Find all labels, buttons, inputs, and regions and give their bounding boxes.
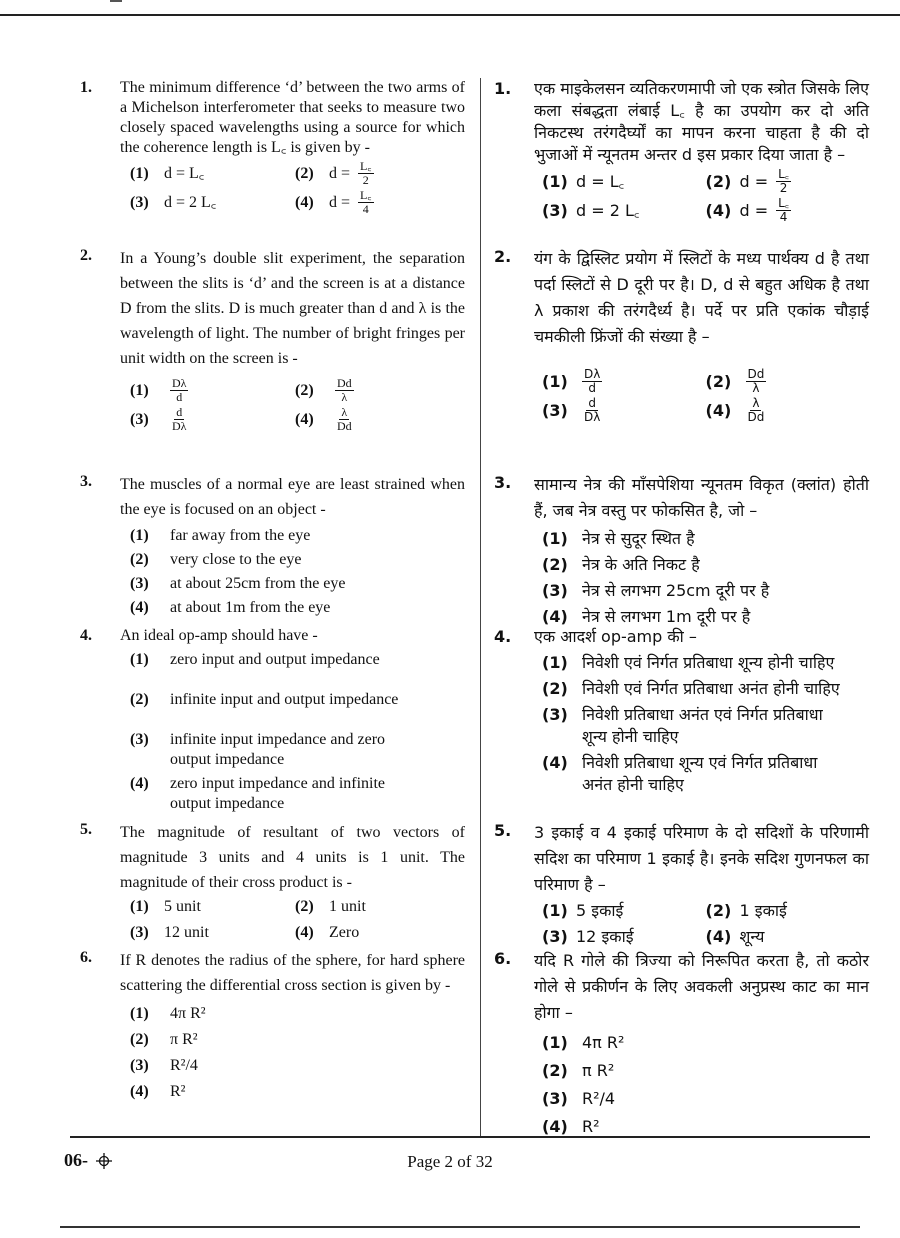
option-2 — [706, 368, 870, 395]
option-row — [542, 926, 869, 948]
option-3 — [130, 574, 465, 594]
fraction — [582, 397, 602, 424]
denominator: Dd — [747, 410, 765, 424]
option-row — [542, 197, 869, 224]
numerator: Dd — [337, 376, 352, 390]
scan-mark — [110, 0, 122, 2]
question-4-hi — [494, 626, 869, 796]
option-list — [130, 1004, 465, 1102]
option-4 — [542, 752, 869, 796]
question-number: 3. — [80, 473, 92, 490]
question-3-en — [80, 472, 465, 618]
option-text: d = — [739, 200, 769, 220]
option-label: (1) — [542, 653, 568, 672]
option-text: infinite input and output impedance — [170, 691, 399, 708]
option-text: निवेशी एवं निर्गत प्रतिबाधा शून्य होनी चाहिए — [582, 653, 835, 672]
numerator: λ — [752, 396, 760, 410]
denominator: λ — [752, 381, 760, 395]
question-number: 5. — [80, 821, 92, 838]
question-text: In a Young’s double slit experiment, the separation between the slits is ‘d’ and the screen is at a distance D from the slits. D is much greater than d and λ is the wavelength of light. The number of bright fringes per unit width on the screen is - — [120, 250, 465, 367]
option-label: (4) — [542, 1117, 568, 1136]
option-label: (1) — [130, 651, 149, 668]
option-1 — [130, 1004, 465, 1024]
option-4 — [295, 923, 460, 943]
option-2 — [706, 168, 870, 195]
question-text: If R denotes the radius of the sphere, for hard sphere scattering the differential cross section is given by - — [120, 952, 465, 994]
option-label: (1) — [542, 171, 568, 191]
option-text: निवेशी एवं निर्गत प्रतिबाधा अनंत होनी चाहिए — [582, 679, 840, 698]
footer-rule — [70, 1136, 870, 1138]
option-text: very close to the eye — [170, 551, 302, 568]
option-text: 5 unit — [164, 898, 201, 915]
option-label: (3) — [542, 400, 568, 420]
option-text: d = 2 L꜀ — [164, 193, 217, 211]
option-2 — [130, 550, 465, 570]
question-number: 3. — [494, 473, 512, 492]
option-4 — [295, 189, 460, 216]
option-2 — [130, 690, 465, 726]
numerator: λ — [341, 405, 348, 419]
question-1-hi — [494, 78, 869, 224]
fraction — [358, 189, 373, 216]
denominator: 2 — [362, 173, 369, 187]
option-2 — [295, 377, 460, 404]
option-row — [542, 168, 869, 195]
option-text: infinite input impedance and zero output impedance — [170, 731, 386, 768]
option-text: निवेशी प्रतिबाधा शून्य एवं निर्गत प्रतिबाधा अनंत होनी चाहिए — [582, 753, 818, 794]
option-label: (4) — [705, 400, 732, 420]
question-1-en — [80, 78, 465, 216]
numerator: Dλ — [584, 367, 601, 381]
option-label: (4) — [542, 607, 568, 626]
option-row — [130, 923, 465, 943]
numerator: L꜀ — [360, 159, 372, 173]
option-label: (2) — [130, 691, 149, 708]
option-text: at about 1m from the eye — [170, 599, 331, 616]
option-2 — [542, 1060, 869, 1082]
option-row — [130, 377, 465, 404]
question-number: 2. — [494, 247, 512, 266]
option-label: (4) — [705, 927, 732, 946]
option-label: (2) — [295, 381, 314, 399]
question-text: The minimum difference ‘d’ between the two arms of a Michelson interferometer that seeks to measure two closely spaced wavelengths using a source for which the coherence length is L꜀ is given by - — [120, 79, 465, 156]
option-row — [130, 189, 465, 216]
option-list — [542, 528, 869, 628]
fraction — [746, 368, 767, 395]
denominator: d — [588, 381, 596, 395]
option-label: (4) — [705, 200, 732, 220]
option-row — [542, 900, 869, 922]
option-label: (3) — [130, 1057, 149, 1074]
option-row — [542, 368, 869, 395]
option-list — [542, 652, 869, 796]
option-1 — [130, 897, 295, 917]
option-4 — [542, 606, 869, 628]
option-text: d = — [329, 193, 351, 211]
column-divider — [480, 78, 481, 1136]
fraction — [582, 368, 602, 395]
option-label: (2) — [705, 171, 732, 191]
question-text: 3 इकाई व 4 इकाई परिमाण के दो सदिशों के परिणामी सदिश का परिमाण 1 इकाई है। इनके सदिश गुणनफल का परिमाण है – — [534, 823, 869, 894]
option-text: π R² — [170, 1031, 198, 1048]
option-text: d = — [329, 164, 351, 182]
option-3 — [542, 580, 869, 602]
option-1 — [542, 368, 706, 395]
fraction — [746, 397, 767, 424]
option-label: (2) — [130, 551, 149, 568]
option-text: d = 2 L꜀ — [576, 200, 640, 220]
question-3-hi — [494, 472, 869, 628]
option-text: d = L꜀ — [576, 171, 625, 191]
option-label: (3) — [130, 575, 149, 592]
option-label: (3) — [542, 705, 568, 724]
fraction — [776, 197, 791, 224]
option-2 — [542, 678, 869, 700]
option-4 — [130, 774, 465, 814]
option-text: 5 इकाई — [576, 901, 624, 920]
denominator: 4 — [779, 210, 788, 224]
question-text: The magnitude of resultant of two vectors of magnitude 3 units and 4 units is 1 unit. The magnitude of their cross product is - — [120, 824, 465, 891]
question-5-en — [80, 820, 465, 943]
numerator: d — [588, 396, 596, 410]
question-6-en — [80, 948, 465, 1102]
option-text: निवेशी प्रतिबाधा अनंत एवं निर्गत प्रतिबाधा शून्य होनी चाहिए — [582, 705, 823, 746]
option-label: (4) — [295, 924, 314, 941]
option-label: (1) — [542, 1033, 568, 1052]
fraction — [170, 377, 188, 404]
fraction — [776, 168, 791, 195]
fraction — [335, 406, 354, 433]
option-label: (2) — [295, 164, 314, 182]
option-2 — [542, 554, 869, 576]
numerator: L꜀ — [778, 196, 789, 210]
question-text: एक आदर्श op-amp की – — [534, 627, 697, 646]
option-row — [130, 897, 465, 917]
option-label: (2) — [542, 679, 568, 698]
denominator: 4 — [362, 202, 369, 216]
question-text: An ideal op-amp should have - — [120, 627, 318, 644]
option-text: R²/4 — [582, 1089, 616, 1108]
question-number: 4. — [80, 627, 92, 644]
option-text: नेत्र से लगभग 1m दूरी पर है — [582, 607, 751, 626]
option-label: (1) — [130, 898, 149, 915]
option-label: (2) — [705, 901, 732, 920]
denominator: 2 — [779, 181, 788, 195]
option-1 — [542, 900, 706, 922]
option-row — [542, 397, 869, 424]
numerator: d — [176, 405, 183, 419]
question-2-en — [80, 246, 465, 433]
option-label: (3) — [130, 410, 149, 428]
option-1 — [130, 526, 465, 546]
option-3 — [130, 406, 295, 433]
option-text: 1 unit — [329, 898, 366, 915]
option-1 — [130, 650, 465, 686]
option-4 — [706, 397, 870, 424]
header-rule — [0, 14, 900, 16]
denominator: Dλ — [584, 410, 601, 424]
option-label: (2) — [295, 898, 314, 915]
option-label: (1) — [130, 164, 149, 182]
option-text: at about 25cm from the eye — [170, 575, 346, 592]
option-list — [130, 650, 465, 814]
denominator: Dλ — [172, 419, 187, 433]
page-edge-rule — [60, 1226, 860, 1228]
numerator: L꜀ — [360, 188, 372, 202]
option-text: शून्य — [739, 927, 765, 946]
question-6-hi — [494, 948, 869, 1138]
option-label: (3) — [542, 1089, 568, 1108]
option-3 — [542, 397, 706, 424]
option-text: Zero — [329, 924, 360, 941]
option-text: नेत्र से सुदूर स्थित है — [582, 529, 695, 548]
option-label: (4) — [130, 1083, 149, 1100]
option-text: नेत्र से लगभग 25cm दूरी पर है — [582, 581, 770, 600]
option-label: (1) — [542, 371, 568, 391]
option-2 — [130, 1030, 465, 1050]
question-text: The muscles of a normal eye are least strained when the eye is focused on an object - — [120, 476, 465, 518]
option-text: 12 unit — [164, 924, 209, 941]
question-number: 5. — [494, 821, 512, 840]
option-3 — [542, 704, 869, 748]
denominator: d — [176, 390, 183, 404]
question-4-en — [80, 626, 465, 814]
option-1 — [542, 1032, 869, 1054]
option-3 — [542, 197, 706, 224]
booklet-code-text: 06- — [64, 1150, 88, 1170]
option-3 — [542, 926, 706, 948]
question-5-hi — [494, 820, 869, 948]
option-4 — [130, 598, 465, 618]
option-label: (4) — [542, 753, 568, 772]
option-label: (4) — [295, 193, 314, 211]
option-1 — [542, 168, 706, 195]
option-label: (1) — [130, 381, 149, 399]
option-label: (1) — [542, 529, 568, 548]
option-label: (1) — [130, 527, 149, 544]
question-number: 6. — [494, 949, 512, 968]
option-label: (3) — [130, 193, 149, 211]
option-1 — [130, 160, 295, 187]
option-label: (2) — [542, 555, 568, 574]
option-text: R² — [170, 1083, 186, 1100]
option-3 — [130, 189, 295, 216]
option-label: (4) — [130, 599, 149, 616]
numerator: Dλ — [172, 376, 187, 390]
question-number: 2. — [80, 247, 92, 264]
option-3 — [542, 1088, 869, 1110]
option-1 — [130, 377, 295, 404]
option-label: (3) — [130, 731, 149, 748]
option-text: zero input and output impedance — [170, 651, 380, 668]
option-list — [130, 526, 465, 618]
fraction — [335, 377, 354, 404]
option-label: (3) — [542, 581, 568, 600]
option-4 — [542, 1116, 869, 1138]
option-2 — [295, 160, 460, 187]
option-4 — [295, 406, 460, 433]
option-label: (4) — [295, 410, 314, 428]
option-text: 4π R² — [170, 1005, 206, 1022]
option-label: (2) — [130, 1031, 149, 1048]
option-text: नेत्र के अति निकट है — [582, 555, 700, 574]
question-2-hi — [494, 246, 869, 424]
option-3 — [130, 1056, 465, 1076]
question-text: एक माइकेलसन व्यतिकरणमापी जो एक स्त्रोत जिसके लिए कला संबद्धता लंबाई L꜀ है का उपयोग कर दो अति निकटस्थ तरंगदैर्घ्यों का मापन करना चाहता है की दो भुजाओं में न्यूनतम अन्तर d इस प्रकार दिया जाता है – — [534, 79, 869, 164]
option-list — [542, 1032, 869, 1138]
option-4 — [706, 197, 870, 224]
denominator: λ — [341, 390, 348, 404]
option-3 — [130, 923, 295, 943]
option-text: π R² — [582, 1061, 615, 1080]
question-number: 6. — [80, 949, 92, 966]
option-text: 1 इकाई — [739, 901, 787, 920]
option-label: (1) — [542, 901, 568, 920]
option-1 — [542, 528, 869, 550]
option-label: (3) — [542, 927, 568, 946]
option-text: far away from the eye — [170, 527, 311, 544]
option-text: R²/4 — [170, 1057, 198, 1074]
question-text: यदि R गोले की त्रिज्या को निरूपित करता है, तो कठोर गोले से प्रकीर्णन के लिए अवकली अनुप्रस्थ काट का मान होगा – — [534, 951, 869, 1022]
question-text: यंग के द्विस्लिट प्रयोग में स्लिटों के मध्य पार्थक्य d है तथा पर्दा स्लिटों से D दूरी पर है। D, d से बहुत अधिक है तथा λ प्रकाश की तरंगदैर्ध्य है। पर्दे पर प्रति एकांक चौड़ाई चमकीली फ्रिंजों की संख्या है – — [534, 249, 869, 346]
option-row — [130, 406, 465, 433]
option-3 — [130, 730, 465, 770]
option-2 — [295, 897, 460, 917]
option-label: (2) — [542, 1061, 568, 1080]
option-label: (3) — [542, 200, 568, 220]
option-row — [130, 160, 465, 187]
option-label: (2) — [705, 371, 732, 391]
option-label: (3) — [130, 924, 149, 941]
option-1 — [542, 652, 869, 674]
option-4 — [130, 1082, 465, 1102]
question-number: 1. — [494, 79, 512, 98]
option-text: 4π R² — [582, 1033, 625, 1052]
numerator: Dd — [747, 367, 765, 381]
option-label: (1) — [130, 1005, 149, 1022]
question-text: सामान्य नेत्र की माँसपेशिया न्यूनतम विकृत (क्लांत) होती हैं, जब नेत्र वस्तु पर फोकसित है, जो – — [534, 475, 869, 520]
option-text: 12 इकाई — [576, 927, 634, 946]
denominator: Dd — [337, 419, 352, 433]
page-number: Page 2 of 32 — [407, 1152, 493, 1171]
option-2 — [706, 900, 870, 922]
fraction — [170, 406, 188, 433]
option-text: d = — [739, 171, 769, 191]
question-number: 4. — [494, 627, 512, 646]
option-text: R² — [582, 1117, 600, 1136]
fraction — [358, 160, 373, 187]
question-number: 1. — [80, 79, 92, 96]
option-text: zero input impedance and infinite output impedance — [170, 775, 386, 812]
option-4 — [706, 926, 870, 948]
option-label: (4) — [130, 775, 149, 792]
numerator: L꜀ — [778, 167, 789, 181]
option-text: d = L꜀ — [164, 164, 205, 182]
